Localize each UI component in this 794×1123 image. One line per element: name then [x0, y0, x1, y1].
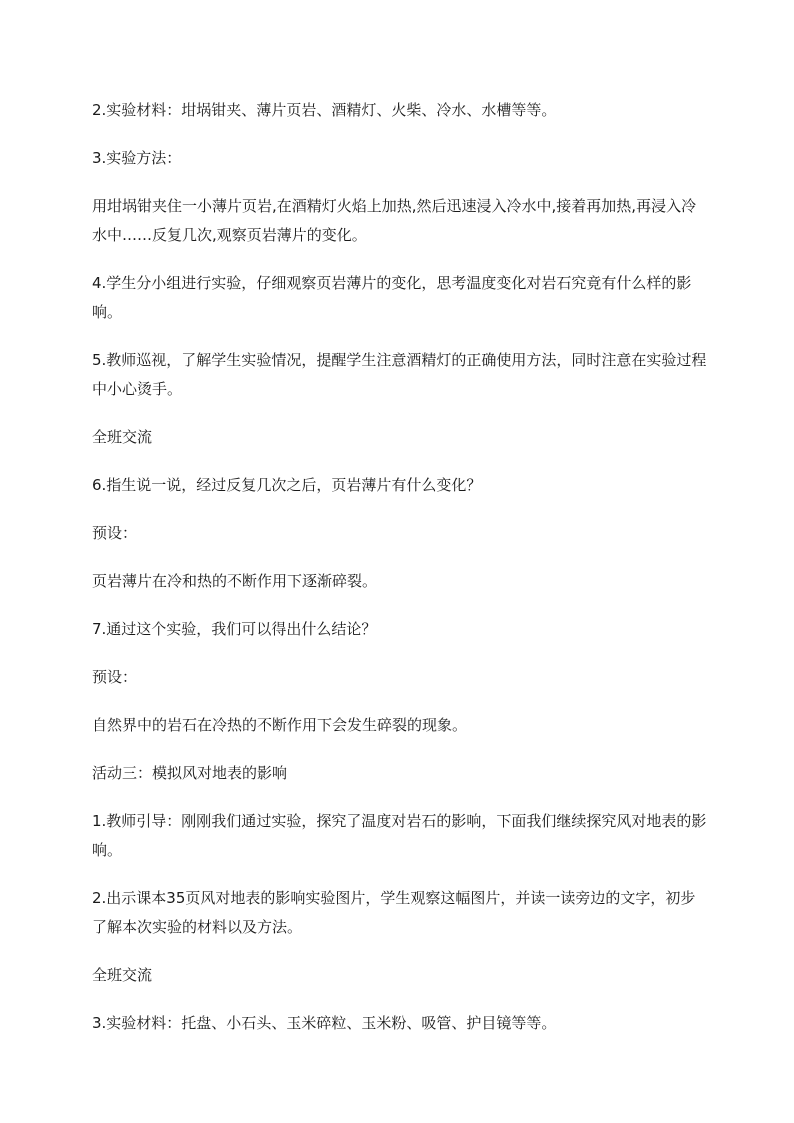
- paragraph-materials: 2.实验材料：坩埚钳夹、薄片页岩、酒精灯、火柴、冷水、水槽等等。: [92, 101, 557, 119]
- paragraph-conclusion-answer: 自然界中的岩石在冷热的不断作用下会发生碎裂的现象。: [92, 716, 468, 734]
- paragraph-textbook-picture: 2.出示课本35页风对地表的影响实验图片，学生观察这幅图片，并读一读旁边的文字，初步了解本次实验的材料以及方法。: [92, 889, 696, 936]
- paragraph-teacher-guide: 1.教师引导：刚刚我们通过实验，探究了温度对岩石的影响，下面我们继续探究风对地表的影响。: [92, 812, 707, 859]
- paragraph-preset-label: 预设：: [92, 668, 138, 686]
- paragraph-activity-three-heading: 活动三：模拟风对地表的影响: [92, 764, 288, 782]
- paragraph-class-discussion: 全班交流: [92, 428, 153, 446]
- paragraph-wind-materials: 3.实验材料：托盘、小石头、玉米碎粒、玉米粉、吸管、护目镜等等。: [92, 1014, 557, 1032]
- paragraph-group-experiment: 4.学生分小组进行实验，仔细观察页岩薄片的变化，思考温度变化对岩石究竟有什么样的影响。: [92, 274, 692, 321]
- paragraph-question-conclusion: 7.通过这个实验，我们可以得出什么结论？: [92, 620, 377, 638]
- paragraph-question-change: 6.指生说一说，经过反复几次之后，页岩薄片有什么变化？: [92, 476, 482, 494]
- paragraph-method-heading: 3.实验方法：: [92, 149, 182, 167]
- paragraph-preset-answer: 页岩薄片在冷和热的不断作用下逐渐碎裂。: [92, 572, 378, 590]
- paragraph-class-discussion: 全班交流: [92, 966, 153, 984]
- paragraph-preset-label: 预设：: [92, 524, 138, 542]
- document-body: [92, 96, 708, 1038]
- paragraph-method-steps: 用坩埚钳夹住一小薄片页岩,在酒精灯火焰上加热,然后迅速浸入冷水中,接着再加热,再浸入冷水中……反复几次,观察页岩薄片的变化。: [92, 197, 697, 244]
- paragraph-teacher-patrol: 5.教师巡视，了解学生实验情况，提醒学生注意酒精灯的正确使用方法，同时注意在实验过程中小心烫手。: [92, 351, 707, 398]
